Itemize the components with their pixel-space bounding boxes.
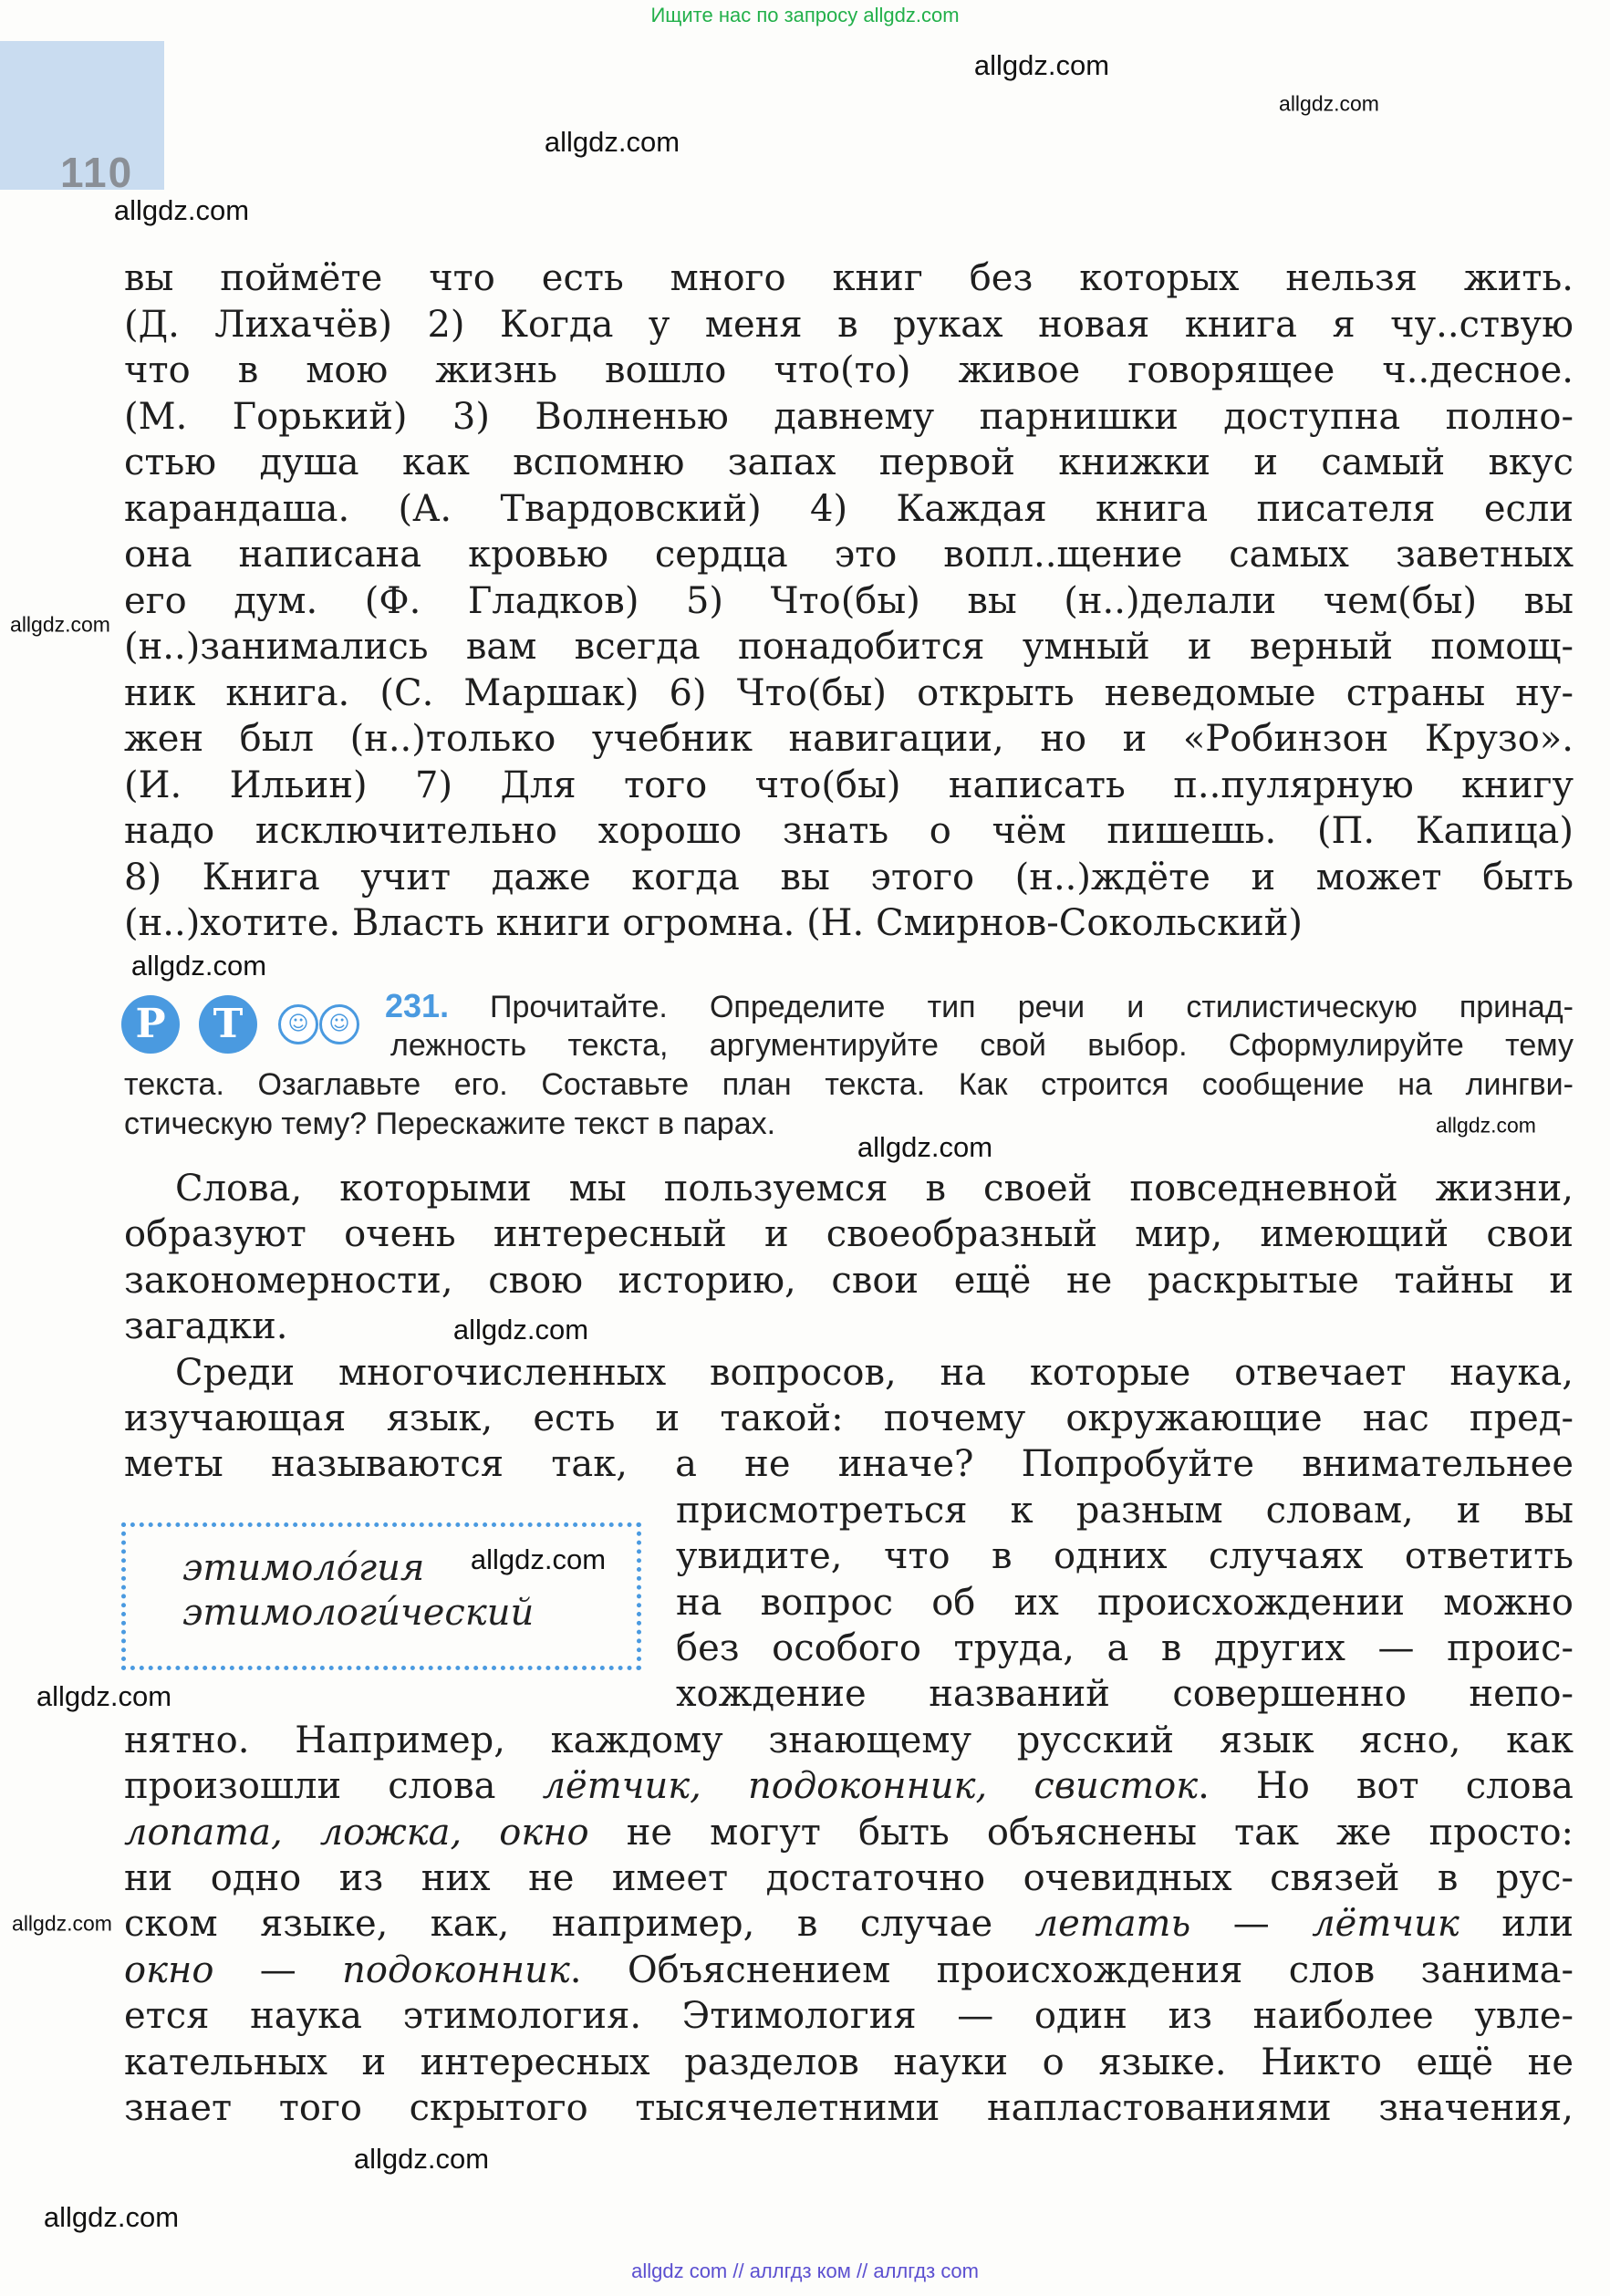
text-line [124, 1304, 1574, 1349]
text-segment: Слова, которыми мы пользуемся в своей повседневной жизни, [175, 1168, 1574, 1210]
watermark-text: allgdz.com [544, 126, 680, 158]
italic-word: летать [1034, 1903, 1191, 1946]
text-line [124, 440, 1574, 485]
text-line [124, 1718, 1574, 1763]
text-line [124, 1211, 1574, 1257]
text-line [124, 763, 1574, 808]
task-line: лежность текста, аргументируйте свой выбор. Сформулируйте тему [390, 1028, 1574, 1063]
watermark-text: allgdz.com [36, 1680, 172, 1712]
text-segment: . Но вот слова [1198, 1765, 1574, 1808]
text-segment: не могут быть объяснены так же просто: [588, 1811, 1574, 1854]
watermark-text: allgdz.com [12, 1911, 112, 1936]
text-segment: Среди многочисленных вопросов, на которые отвечает наука, [175, 1351, 1574, 1394]
watermark-text: allgdz.com [1436, 1113, 1536, 1138]
footer-banner[interactable]: allgdz com // аллгдз ком // аллгдз com [631, 2260, 979, 2282]
watermark-text: allgdz.com [857, 1131, 993, 1163]
text-segment: ется наука этимология. Этимология — один из наиболее увле- [124, 1995, 1574, 2038]
text-line [124, 255, 1574, 301]
italic-word: окно [124, 1948, 214, 1991]
text-segment: без особого труда, а в других — проис- [676, 1627, 1574, 1669]
text-line [124, 2040, 1574, 2085]
task-number: 231. [385, 987, 450, 1024]
watermark-text: allgdz.com [973, 49, 1110, 81]
text-line [124, 1763, 1574, 1809]
text-segment: (М. Горький) 3) Волненью давнему парнишки доступна полно- [124, 395, 1574, 438]
watermark-text: allgdz.com [43, 2201, 180, 2233]
text-line [124, 855, 1574, 900]
text-line [124, 1258, 1574, 1304]
text-segment: знает того скрытого тысячелетними напластованиями значения, [124, 2087, 1574, 2129]
text-segment: она написана кровью сердца это вопл..щение самых заветных [124, 534, 1574, 576]
badge-p-icon: Р [121, 995, 180, 1054]
text-segment: вы поймёте что есть много книг без которых нельзя жить. [124, 257, 1574, 299]
text-segment: . Объяснением происхождения слов занима- [569, 1948, 1574, 1991]
text-segment: стью душа как вспомню запах первой книжки и самый вкус [124, 442, 1574, 483]
text-segment: изучающая язык, есть и такой: почему окружающие нас пред- [124, 1397, 1574, 1439]
text-line [124, 1396, 1574, 1441]
text-segment: 8) Книга учит даже когда вы этого (н..)ждёте и может быть [124, 856, 1574, 899]
text-line [676, 1580, 1574, 1626]
watermark-text: allgdz.com [452, 1314, 589, 1345]
text-segment: произошли слова [124, 1765, 543, 1808]
text-line [124, 578, 1574, 624]
text-segment: кательных и интересных разделов науки о языке. Никто ещё не [124, 2041, 1574, 2083]
text-segment: его дум. (Ф. Гладков) 5) Что(бы) вы (н..)делали чем(бы) вы [124, 579, 1574, 622]
text-segment: хождение названий совершенно непо- [676, 1673, 1574, 1716]
text-line [676, 1626, 1574, 1671]
text-segment: (н..)занимались вам всегда понадобится умный и верный помощ- [124, 626, 1574, 668]
text-line [676, 1671, 1574, 1717]
text-segment: жен был (н..)только учебник навигации, но и «Робинзон Крузо». [124, 718, 1574, 760]
italic-word: лётчик, подоконник, свисток [542, 1765, 1199, 1808]
watermark-text: allgdz.com [113, 194, 250, 226]
watermark-text: allgdz.com [1279, 91, 1379, 116]
text-segment: меты называются так, а не иначе? Попробуйте внимательнее [124, 1443, 1574, 1486]
text-line [124, 624, 1574, 670]
text-line [676, 1488, 1574, 1533]
text-line [175, 1350, 1574, 1396]
italic-word: лётчик [1312, 1903, 1459, 1946]
text-segment: загадки. [124, 1305, 288, 1348]
text-segment: (н..)хотите. Власть книги огромна. (Н. Смирнов-Сокольский) [124, 902, 1304, 944]
text-segment: ник книга. (С. Маршак) 6) Что(бы) открыть неведомые страны ну- [124, 671, 1574, 714]
text-line [124, 1901, 1574, 1947]
text-line [124, 2085, 1574, 2131]
task-line: текста. Озаглавьте его. Составьте план текста. Как строится сообщение на лингви- [124, 1067, 1574, 1102]
text-segment: или [1459, 1903, 1574, 1946]
watermark-text: allgdz.com [353, 2143, 490, 2175]
text-line [124, 716, 1574, 762]
text-line [124, 1810, 1574, 1855]
italic-word: подоконник [342, 1948, 570, 1991]
text-line [124, 1993, 1574, 2039]
task-line: Прочитайте. Определите тип речи и стилистическую принад- [490, 990, 1574, 1024]
text-segment: на вопрос об их происхождении можно [676, 1581, 1574, 1624]
watermark-text: allgdz.com [470, 1543, 607, 1575]
text-segment: что в мою жизнь вошло что(то) живое говорящее ч..десное. [124, 349, 1574, 391]
text-segment: образуют очень интересный и своеобразный мир, имеющий свои [124, 1213, 1574, 1256]
text-segment: ском языке, как, например, в случае [124, 1903, 1035, 1946]
text-line [676, 1533, 1574, 1579]
text-line [124, 900, 1574, 946]
task-line: стическую тему? Перескажите текст в парах. [124, 1106, 776, 1141]
text-segment: нятно. Например, каждому знающему русский язык ясно, как [124, 1719, 1574, 1761]
vocab-word: этимоло́гия [182, 1547, 425, 1589]
watermark-text: allgdz.com [130, 950, 267, 982]
top-banner[interactable]: Ищите нас по запросу allgdz.com [650, 4, 960, 26]
text-line [124, 486, 1574, 532]
text-segment: присмотреться к разным словам, и вы [676, 1489, 1574, 1532]
text-line [124, 348, 1574, 393]
watermark-text: allgdz.com [10, 612, 110, 637]
text-line [124, 302, 1574, 348]
text-line [124, 1441, 1574, 1487]
text-segment: ни одно из них не имеет достаточно очевидных связей в рус- [124, 1857, 1574, 1899]
text-line [124, 394, 1574, 440]
text-segment: надо исключительно хорошо знать о чём пишешь. (П. Капица) [124, 810, 1574, 852]
text-line [175, 1166, 1574, 1211]
text-segment: (И. Ильин) 7) Для того что(бы) написать п..пулярную книгу [124, 764, 1574, 806]
page-number: 110 [60, 149, 134, 196]
badge-t-icon: Т [199, 995, 257, 1054]
italic-word: лопата, ложка, окно [124, 1811, 589, 1854]
text-segment: — [213, 1948, 343, 1991]
text-line [124, 808, 1574, 854]
text-line [124, 1855, 1574, 1901]
text-segment: — [1190, 1903, 1313, 1946]
text-line [124, 532, 1574, 577]
text-line [124, 1948, 1574, 1993]
vocab-word: этимологи́ческий [182, 1592, 535, 1634]
smiley-icon: ☺ [319, 1004, 359, 1044]
smiley-icon: ☺ [278, 1004, 318, 1044]
text-segment: карандаша. (А. Твардовский) 4) Каждая книга писателя если [124, 487, 1574, 530]
text-segment: (Д. Лихачёв) 2) Когда у меня в руках новая книга я чу..ствую [124, 303, 1574, 346]
text-segment: увидите, что в одних случаях ответить [676, 1535, 1574, 1578]
text-segment: закономерности, свою историю, свои ещё не раскрытые тайны и [124, 1259, 1574, 1302]
text-line [124, 670, 1574, 716]
